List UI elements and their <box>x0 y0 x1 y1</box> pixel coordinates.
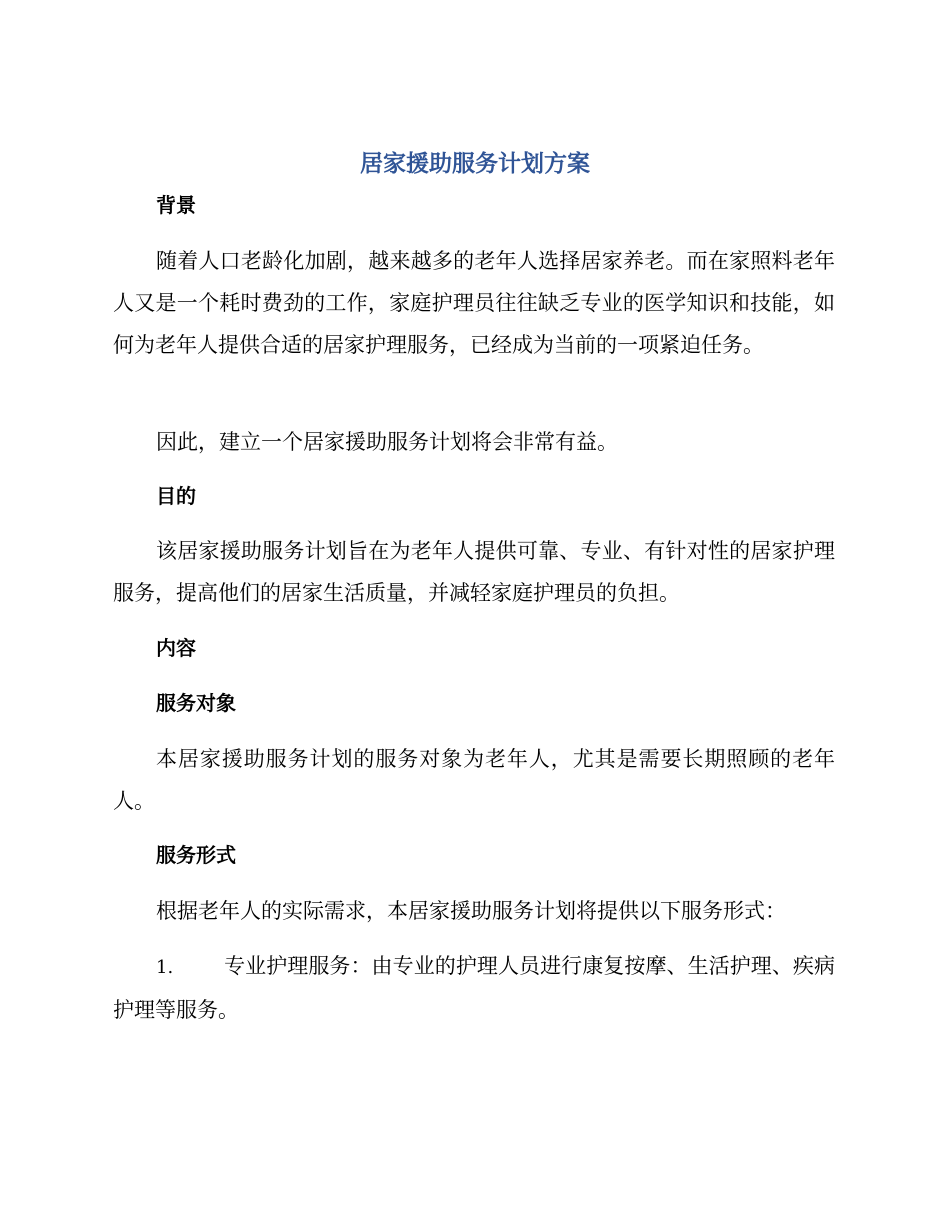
list-item-text: 专业护理服务：由专业的护理人员进行康复按摩、生活护理、疾病护理等服务。 <box>113 954 835 1022</box>
document-title: 居家援助服务计划方案 <box>360 151 590 177</box>
paragraph-service-form-1: 根据老年人的实际需求，本居家援助服务计划将提供以下服务形式： <box>156 899 786 923</box>
heading-service-target: 服务对象 <box>156 691 236 715</box>
heading-content: 内容 <box>156 636 196 660</box>
heading-background: 背景 <box>156 193 196 217</box>
heading-service-form: 服务形式 <box>156 843 236 867</box>
paragraph-purpose-1: 该居家援助服务计划旨在为老年人提供可靠、专业、有针对性的居家护理服务，提高他们的居家生活质量，并减轻家庭护理员的负担。 <box>113 539 835 605</box>
list-item-number: 1. <box>156 957 174 978</box>
paragraph-background-2: 因此，建立一个居家援助服务计划将会非常有益。 <box>156 430 618 454</box>
list-item <box>113 945 835 1031</box>
paragraph-service-target-1: 本居家援助服务计划的服务对象为老年人，尤其是需要长期照顾的老年人。 <box>113 747 835 813</box>
paragraph-background-1: 随着人口老龄化加剧，越来越多的老年人选择居家养老。而在家照料老年人又是一个耗时费劲的工作，家庭护理员往往缺乏专业的医学知识和技能，如何为老年人提供合适的居家护理服务，已经成为当前的一项紧迫任务。 <box>113 249 835 357</box>
heading-purpose: 目的 <box>156 484 196 508</box>
